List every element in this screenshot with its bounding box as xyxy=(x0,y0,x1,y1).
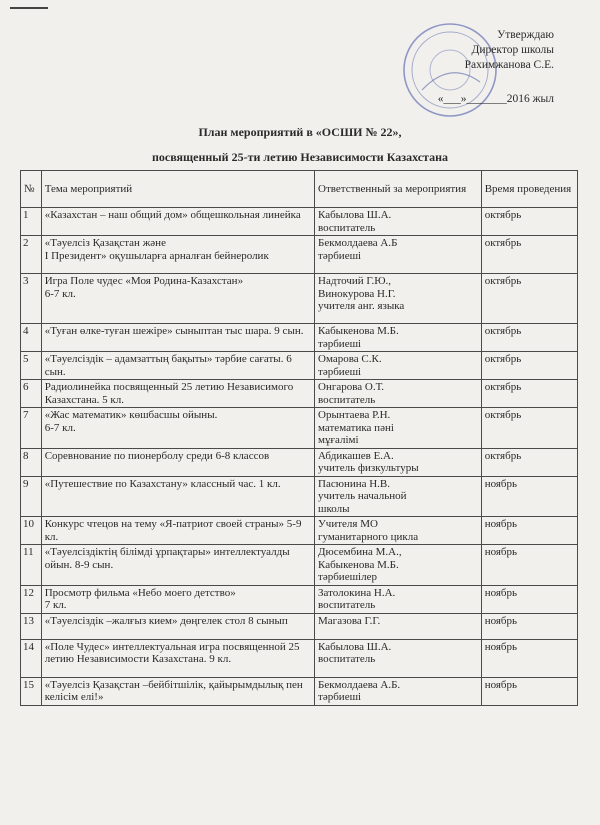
row-responsible xyxy=(315,585,482,613)
row-responsible xyxy=(315,380,482,408)
row-number xyxy=(21,324,42,352)
approval-date: «___»_______2016 жыл xyxy=(437,93,554,105)
row-topic xyxy=(41,448,314,476)
row-responsible-text: Бекмолдаева А.Б. тәрбиеші xyxy=(318,678,401,703)
row-topic xyxy=(41,352,314,380)
row-responsible-text: Магазова Г.Г. xyxy=(318,614,381,627)
row-number-text: 12 xyxy=(23,586,34,599)
row-responsible-text: Кабылова Ш.А. воспитатель xyxy=(318,209,392,234)
table-row xyxy=(21,236,578,274)
row-time xyxy=(481,236,577,274)
row-time-text: октябрь xyxy=(484,275,522,287)
row-responsible-text: Онгарова О.Т. воспитатель xyxy=(318,381,384,406)
row-responsible xyxy=(315,274,482,324)
table-row xyxy=(21,517,578,545)
row-number xyxy=(21,677,42,705)
document-subtitle: посвященный 25-ти летию Независимости Казахстана xyxy=(151,150,449,164)
row-time xyxy=(481,585,577,613)
row-time xyxy=(481,639,577,677)
approver-position: Директор школы xyxy=(471,44,554,56)
row-responsible-text: Бекмолдаева А.Б тәрбиеші xyxy=(318,237,398,262)
row-time-text: октябрь xyxy=(484,325,522,337)
row-topic xyxy=(41,585,314,613)
row-time xyxy=(481,545,577,586)
row-number xyxy=(21,517,42,545)
row-time xyxy=(481,517,577,545)
row-number-text: 9 xyxy=(23,477,29,490)
table-row xyxy=(21,476,578,517)
header-topic: Тема мероприятий xyxy=(41,171,314,208)
row-responsible xyxy=(315,324,482,352)
row-time xyxy=(481,408,577,449)
row-time-text: октябрь xyxy=(484,381,522,393)
row-topic-text: «Жас математик» көшбасшы ойыны. 6-7 кл. xyxy=(44,409,218,434)
row-number-text: 15 xyxy=(23,678,34,691)
row-number xyxy=(21,274,42,324)
row-time xyxy=(481,613,577,639)
row-topic xyxy=(41,476,314,517)
top-rule xyxy=(10,7,48,9)
document-title: План мероприятий в «ОСШИ № 22», xyxy=(198,125,402,139)
table-row xyxy=(21,585,578,613)
row-time xyxy=(481,352,577,380)
row-number-text: 10 xyxy=(23,518,34,530)
row-responsible-text: Учителя МО гуманитарного цикла xyxy=(318,518,419,543)
row-time-text: октябрь xyxy=(484,237,522,249)
row-number-text: 2 xyxy=(23,237,29,249)
row-time xyxy=(481,677,577,705)
table-row xyxy=(21,352,578,380)
row-time xyxy=(481,208,577,236)
row-number xyxy=(21,639,42,677)
row-topic-text: «Тәуелсіздіктің білімді ұрпақтары» интеллектуалды ойын. 8-9 сын. xyxy=(44,546,290,571)
row-responsible-text: Кабыкенова М.Б. тәрбиеші xyxy=(318,325,399,350)
row-responsible xyxy=(315,517,482,545)
row-time-text: октябрь xyxy=(484,449,522,462)
table-row xyxy=(21,545,578,586)
row-number-text: 7 xyxy=(23,409,29,421)
row-time xyxy=(481,476,577,517)
row-topic-text: Радиолинейка посвященный 25 летию Независимого Казахстана. 5 кл. xyxy=(44,381,294,406)
row-number xyxy=(21,476,42,517)
row-number xyxy=(21,352,42,380)
row-topic xyxy=(41,324,314,352)
row-number xyxy=(21,448,42,476)
row-topic-text: «Поле Чудес» интеллектуальная игра посвященной 25 летию Независимости Казахстана. 9 кл. xyxy=(44,640,300,665)
row-topic-text: «Тәуелсіздік –жалғыз кием» дөңгелек стол 8 сынып xyxy=(44,614,288,627)
row-number xyxy=(21,613,42,639)
row-topic-text: «Тәуелсіздік – адамзаттың бақыты» тәрбие сағаты. 6 сын. xyxy=(44,353,292,378)
approval-heading: Утверждаю xyxy=(497,29,554,41)
row-topic xyxy=(41,677,314,705)
row-time xyxy=(481,448,577,476)
row-topic xyxy=(41,236,314,274)
row-topic xyxy=(41,408,314,449)
row-number-text: 4 xyxy=(23,325,29,337)
table-row xyxy=(21,448,578,476)
row-responsible xyxy=(315,236,482,274)
row-number xyxy=(21,380,42,408)
row-responsible-text: Омарова С.К. тәрбиеші xyxy=(318,353,382,378)
row-number-text: 8 xyxy=(23,449,29,462)
row-topic-text: «Путешествие по Казахстану» классный час. 1 кл. xyxy=(44,477,281,490)
row-time xyxy=(481,324,577,352)
table-row xyxy=(21,639,578,677)
table-row xyxy=(21,613,578,639)
row-time-text: ноябрь xyxy=(484,546,518,558)
row-responsible xyxy=(315,448,482,476)
events-table xyxy=(20,170,578,706)
table-row xyxy=(21,380,578,408)
row-number xyxy=(21,585,42,613)
row-topic-text: «Туған өлке-туған шежіре» сыныптан тыс шара. 9 сын. xyxy=(44,325,304,337)
row-responsible xyxy=(315,545,482,586)
row-topic xyxy=(41,380,314,408)
row-topic xyxy=(41,639,314,677)
row-number-text: 5 xyxy=(23,353,29,365)
header-time: Время проведения xyxy=(481,171,577,208)
row-responsible-text: Надточий Г.Ю., Винокурова Н.Г. учителя анг. языка xyxy=(318,275,405,312)
row-responsible xyxy=(315,476,482,517)
row-topic-text: Конкурс чтецов на тему «Я-патриот своей страны» 5-9 кл. xyxy=(44,518,302,543)
row-responsible xyxy=(315,613,482,639)
row-number-text: 3 xyxy=(23,275,29,287)
row-number xyxy=(21,408,42,449)
row-time-text: октябрь xyxy=(484,209,522,221)
row-topic-text: Игра Поле чудес «Моя Родина-Казахстан» 6-7 кл. xyxy=(44,275,244,300)
row-topic-text: Соревнование по пионерболу среди 6-8 классов xyxy=(44,449,270,462)
row-topic-text: «Тәуелсіз Қазақстан және І Президент» оқушыларға арналған бейнеролик xyxy=(44,237,269,262)
row-number-text: 6 xyxy=(23,381,29,393)
row-number xyxy=(21,208,42,236)
row-responsible xyxy=(315,677,482,705)
row-responsible-text: Дюсембина М.А., Кабыкенова М.Б. тәрбиешілер xyxy=(318,546,402,583)
row-time-text: октябрь xyxy=(484,353,522,365)
header-number: № xyxy=(21,171,42,208)
row-time xyxy=(481,380,577,408)
row-responsible xyxy=(315,352,482,380)
row-time-text: ноябрь xyxy=(484,586,518,599)
row-number-text: 1 xyxy=(23,209,29,221)
table-row xyxy=(21,324,578,352)
row-time-text: ноябрь xyxy=(484,477,518,490)
row-responsible-text: Пасюнина Н.В. учитель начальной школы xyxy=(318,477,407,515)
row-topic xyxy=(41,208,314,236)
row-responsible-text: Затолокина Н.А. воспитатель xyxy=(318,586,396,611)
row-time-text: ноябрь xyxy=(484,518,518,530)
row-time-text: ноябрь xyxy=(484,640,518,653)
row-number-text: 11 xyxy=(23,546,34,558)
row-responsible xyxy=(315,408,482,449)
row-number-text: 13 xyxy=(23,614,34,627)
table-row xyxy=(21,677,578,705)
approver-name: Рахимжанова С.Е. xyxy=(464,59,554,71)
approval-block xyxy=(404,28,554,105)
row-topic xyxy=(41,613,314,639)
row-time-text: ноябрь xyxy=(484,614,518,627)
row-number xyxy=(21,236,42,274)
row-time-text: ноябрь xyxy=(484,678,518,691)
header-responsible: Ответственный за мероприятия xyxy=(315,171,482,208)
row-time-text: октябрь xyxy=(484,409,522,421)
row-responsible-text: Абдикашев Е.А. учитель физкультуры xyxy=(318,449,419,474)
row-responsible xyxy=(315,208,482,236)
row-time xyxy=(481,274,577,324)
row-topic xyxy=(41,517,314,545)
row-responsible xyxy=(315,639,482,677)
table-row xyxy=(21,408,578,449)
row-responsible-text: Орынтаева Р.Н. математика пәні мұғалімі xyxy=(318,409,394,446)
row-topic-text: Просмотр фильма «Небо моего детство» 7 кл. xyxy=(44,586,236,611)
table-row xyxy=(21,208,578,236)
row-topic xyxy=(41,274,314,324)
row-topic-text: «Тәуелсіз Қазақстан –бейбітшілік, қайырымдылық пен келісім елі!» xyxy=(44,678,303,703)
row-number xyxy=(21,545,42,586)
table-row xyxy=(21,274,578,324)
row-topic xyxy=(41,545,314,586)
row-number-text: 14 xyxy=(23,640,34,653)
table-header-row xyxy=(21,171,578,208)
row-responsible-text: Кабылова Ш.А. воспитатель xyxy=(318,640,392,665)
row-topic-text: «Казахстан – наш общий дом» общешкольная линейка xyxy=(44,209,301,221)
